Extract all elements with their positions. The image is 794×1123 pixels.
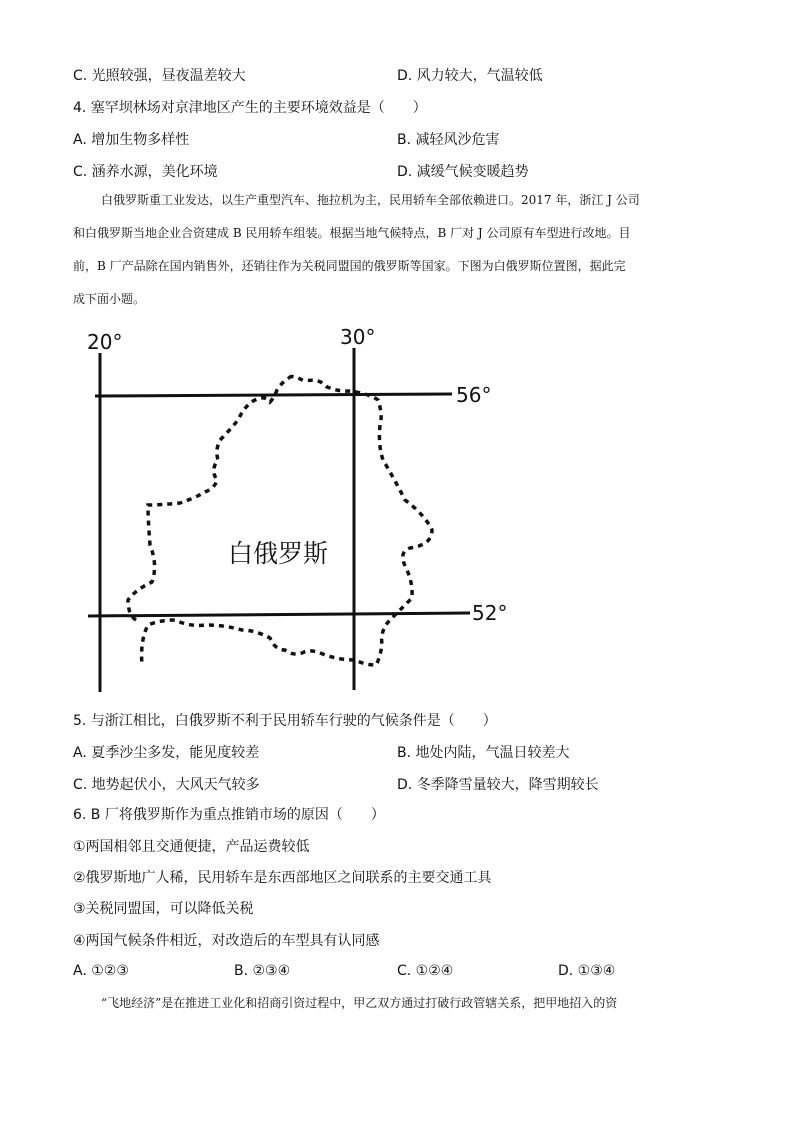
belarus-border — [128, 377, 432, 665]
passage-line: 成下面小题。 — [73, 292, 146, 306]
passage-line: 和白俄罗斯当地企业合资建成 B 民用轿车组装。根据当地气候特点，B 厂对 J 公司原有车型进行改地。目 — [73, 226, 631, 240]
passage-line: 白俄罗斯重工业发达，以生产重型汽车、拖拉机为主，民用轿车全部依赖进口。2017 年，浙江 J 公司 — [101, 193, 640, 207]
q4-option-a: A. 增加生物多样性 — [73, 132, 190, 148]
belarus-passage — [73, 184, 721, 316]
label-belarus: 白俄罗斯 — [228, 539, 329, 568]
label-56-degree: 56° — [456, 383, 492, 407]
q5-option-a: A. 夏季沙尘多发，能见度较差 — [73, 745, 260, 761]
label-52-degree: 52° — [472, 601, 508, 625]
q6-stem: 6. B 厂将俄罗斯作为重点推销市场的原因（ ） — [73, 807, 385, 823]
q5-option-b: B. 地处内陆，气温日较差大 — [397, 745, 570, 761]
q4-option-b: B. 减轻风沙危害 — [397, 132, 500, 148]
q5-option-c: C. 地势起伏小，大风天气较多 — [73, 777, 260, 793]
label-20-degree: 20° — [87, 330, 123, 354]
latitude-56-line — [95, 394, 452, 396]
q6-statement-1: ①两国相邻且交通便捷，产品运费较低 — [73, 839, 310, 855]
q6-option-b: B. ②③④ — [234, 963, 291, 979]
q5-option-d: D. 冬季降雪量较大，降雪期较长 — [397, 777, 599, 793]
label-30-degree: 30° — [340, 325, 376, 349]
q3-option-c: C. 光照较强，昼夜温差较大 — [73, 68, 246, 84]
q6-option-d: D. ①③④ — [558, 963, 616, 979]
q6-statement-3: ③关税同盟国，可以降低关税 — [73, 901, 254, 917]
q4-option-d: D. 减缓气候变暖趋势 — [397, 164, 529, 180]
q4-option-c: C. 涵养水源，美化环境 — [73, 164, 218, 180]
q6-option-c: C. ①②④ — [397, 963, 454, 979]
passage-line: 前，B 厂产品除在国内销售外，还销往作为关税同盟国的俄罗斯等国家。下图为白俄罗斯位置图，据此完 — [73, 259, 626, 273]
q6-option-a: A. ①②③ — [73, 963, 129, 979]
q4-stem: 4. 塞罕坝林场对京津地区产生的主要环境效益是（ ） — [73, 100, 427, 116]
q6-statement-2: ②俄罗斯地广人稀，民用轿车是东西部地区之间联系的主要交通工具 — [73, 870, 492, 886]
latitude-52-line — [88, 613, 470, 616]
belarus-location-map — [80, 320, 520, 700]
q6-statement-4: ④两国气候条件相近，对改造后的车型具有认同感 — [73, 933, 380, 949]
q3-option-d: D. 风力较大，气温较低 — [397, 68, 543, 84]
enclave-economy-passage: “飞地经济”是在推进工业化和招商引资过程中，甲乙双方通过打破行政管辖关系，把甲地招入的资 — [101, 996, 618, 1010]
q5-stem: 5. 与浙江相比，白俄罗斯不利于民用轿车行驶的气候条件是（ ） — [73, 713, 497, 729]
